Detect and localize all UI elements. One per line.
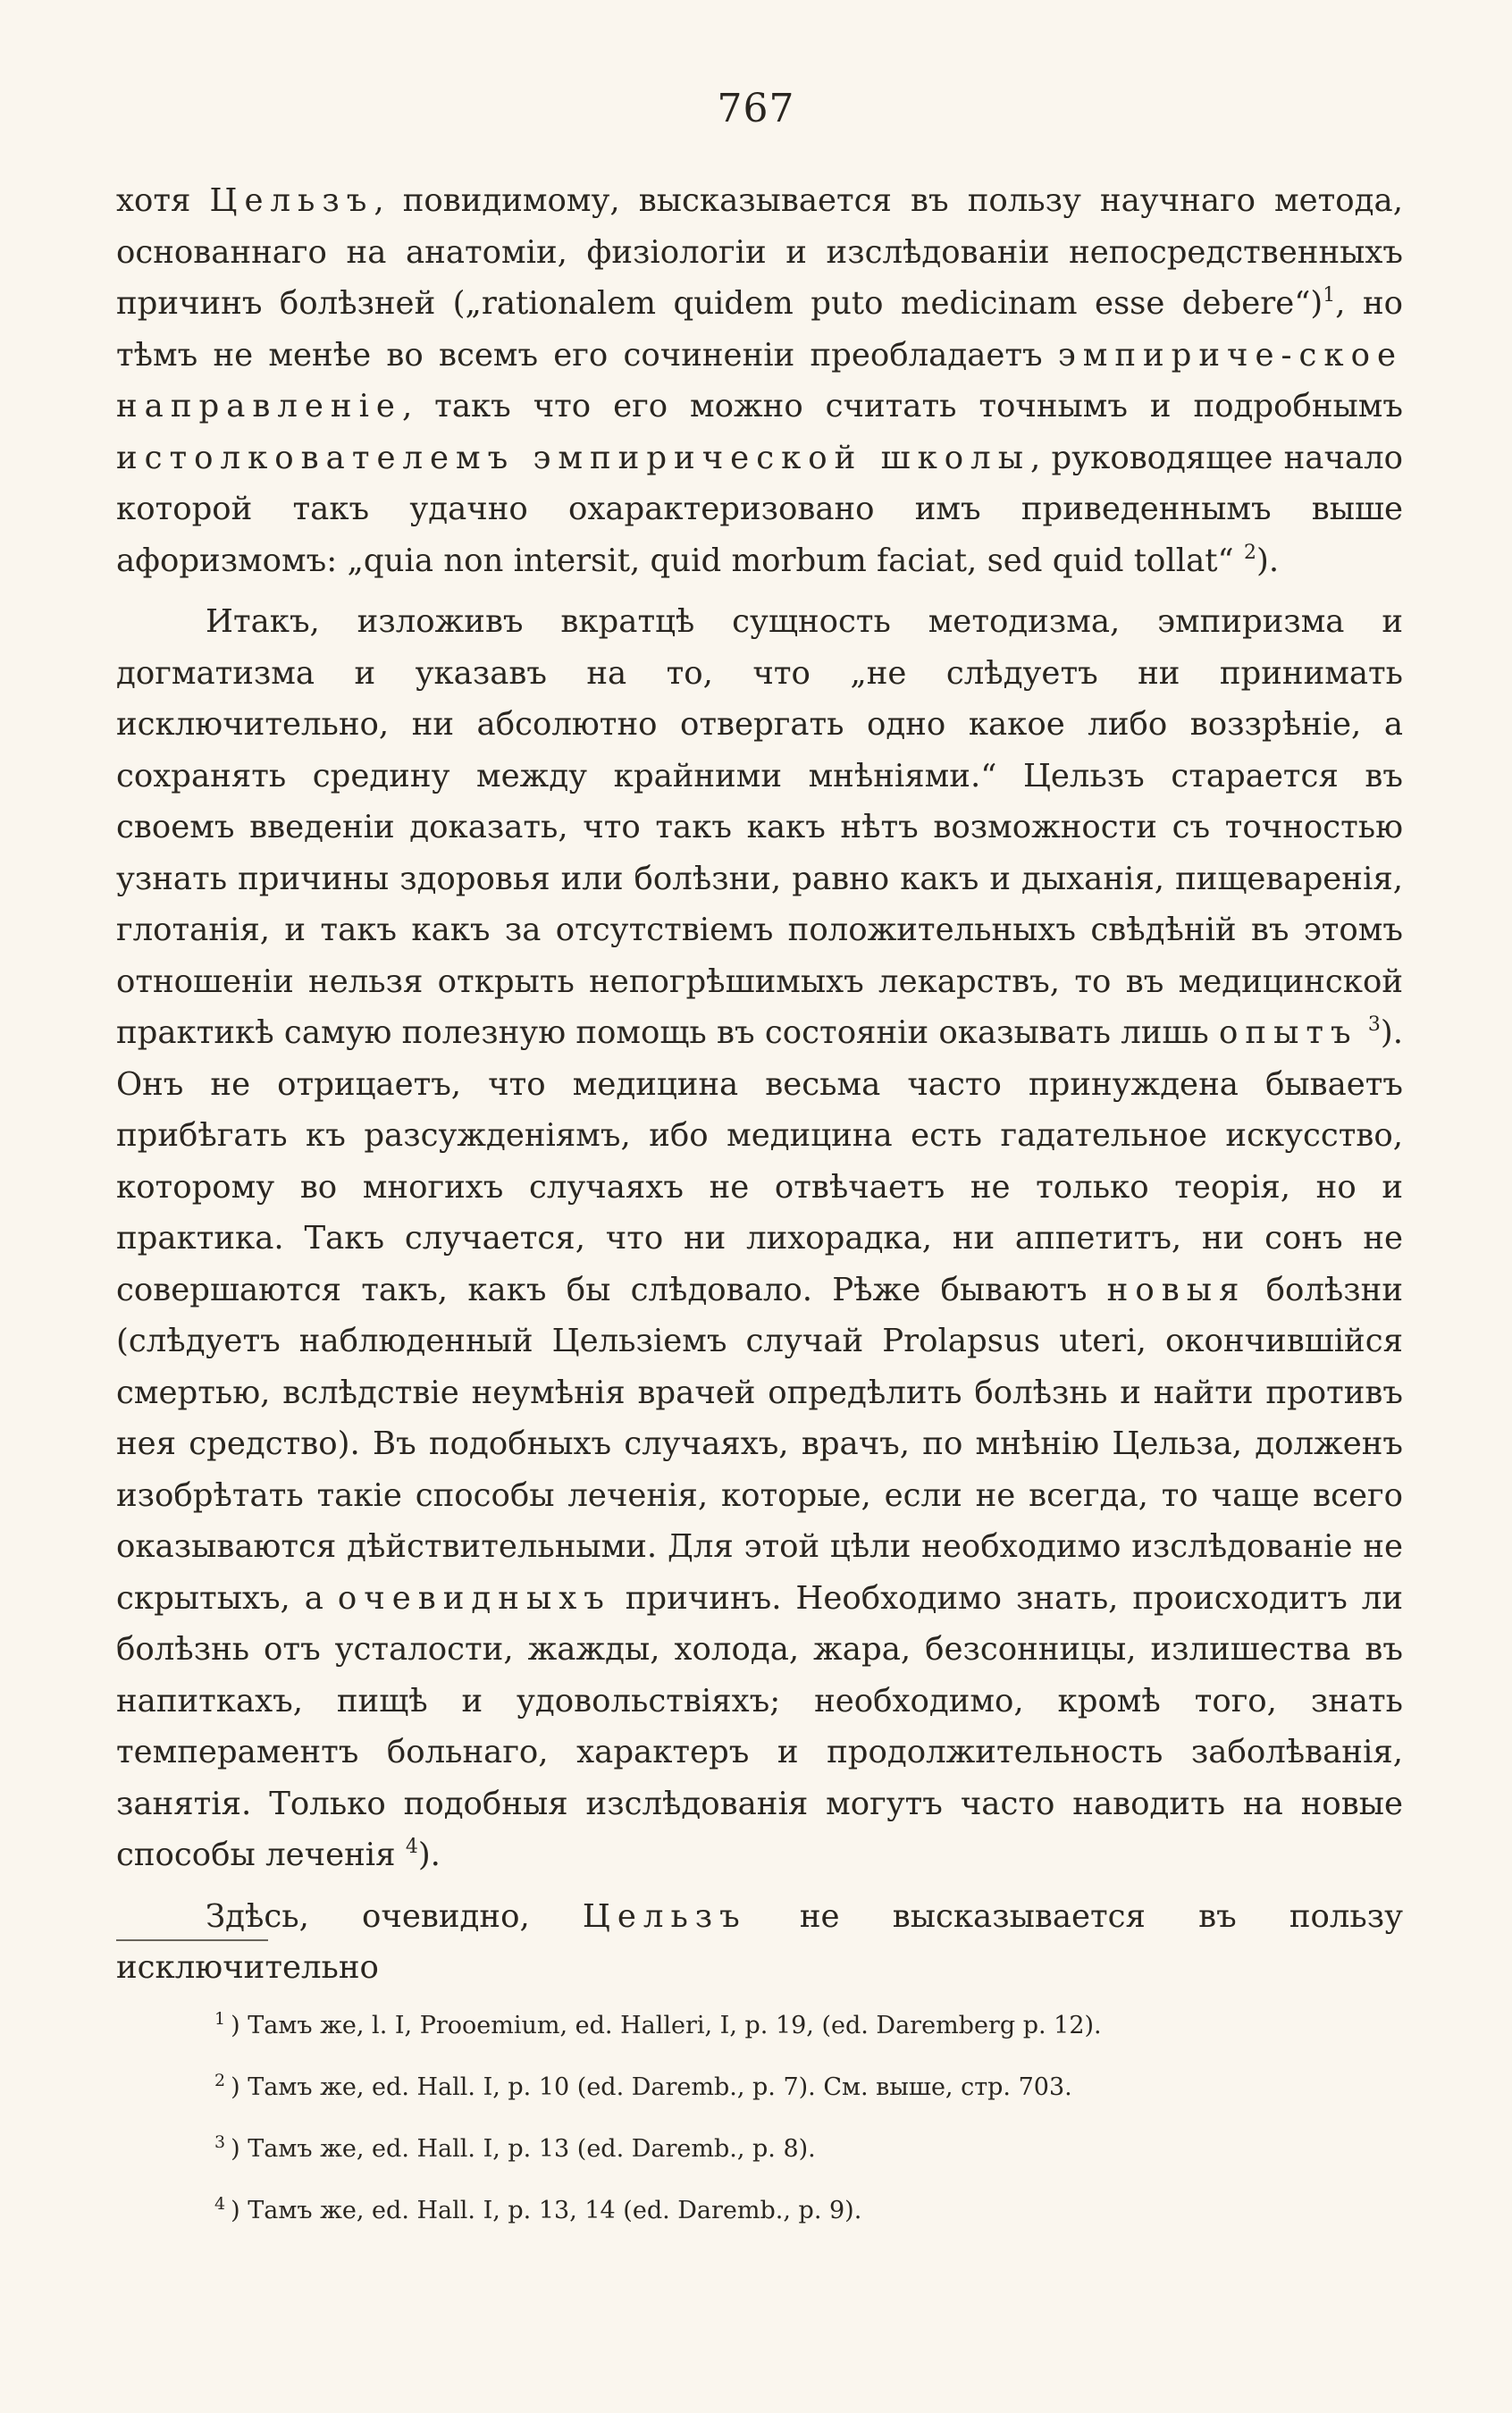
- text-run: ).: [417, 1837, 441, 1873]
- footnote-ref: 3: [1367, 1013, 1381, 1036]
- footnote-text: ) Тамъ же, l. I, Prooemium, ed. Halleri, I, p. 19, (ed. Daremberg p. 12).: [231, 2012, 1102, 2039]
- text-run: Здѣсь, очевидно,: [206, 1897, 583, 1935]
- main-text: [116, 175, 1403, 1994]
- footnote-text: ) Тамъ же, ed. Hall. I, p. 13 (ed. Daremb., p. 8).: [231, 2135, 816, 2163]
- footnote: [214, 2180, 1376, 2241]
- footnote-text: ) Тамъ же, ed. Hall. I, p. 13, 14 (ed. Daremb., p. 9).: [231, 2197, 862, 2224]
- emphasized-text: истолкователемъ эмпирической школы: [116, 439, 1030, 476]
- footnote-text: ) Тамъ же, ed. Hall. I, p. 10 (ed. Daremb., p. 7). См. выше, стр. 703.: [231, 2073, 1072, 2101]
- text-run: хотя: [116, 182, 210, 219]
- footnote-ref: 2: [1243, 541, 1256, 564]
- text-run: болѣзни (слѣдуетъ наблюденный Цельзіемъ случай Prolapsus uteri, окончившійся смертью, вслѣдствіе неумѣнія врачей опредѣлить болѣзнь и найти противъ нея средство). Въ подобныхъ случаяхъ, врачъ, по мнѣнію Цельза, долженъ изобрѣтать такіе способы леченія, которые, если не всегда, то чаще всего оказываются дѣйствительными. Для этой цѣли необходимо изслѣдованіе не скрытыхъ, а: [116, 1271, 1403, 1617]
- footnote-mark: 3: [214, 2132, 226, 2152]
- footnote-mark: 2: [214, 2071, 226, 2090]
- footnotes: [214, 1995, 1376, 2241]
- footnote: [214, 1995, 1376, 2056]
- text-run: [1358, 1014, 1368, 1051]
- emphasized-text: Цельзъ: [582, 1897, 747, 1935]
- footnote-mark: 4: [214, 2194, 226, 2214]
- text-run: ). Онъ не отрицаетъ, что медицина весьма часто принуждена бываетъ прибѣгать къ разсужденіямъ, ибо медицина есть гадательное искусство, которому во многихъ случаяхъ не отвѣчаетъ не только теорія, но и практика. Такъ случается, что ни лихорадка, ни аппетитъ, ни сонъ не совершаются такъ, какъ бы слѣдовало. Рѣже бываютъ: [116, 1014, 1403, 1308]
- paragraph: [116, 1891, 1403, 1994]
- text-run: не высказывается въ пользу исключительно: [116, 1897, 1404, 1986]
- emphasized-text: эмпириче-ское направленіе: [116, 336, 1403, 425]
- footnote: [214, 2056, 1376, 2118]
- footnote-ref: 1: [1323, 284, 1336, 307]
- emphasized-text: новыя: [1106, 1271, 1247, 1308]
- text-run: ).: [1256, 542, 1280, 579]
- emphasized-text: очевидныхъ: [337, 1579, 611, 1617]
- emphasized-text: опытъ: [1219, 1014, 1358, 1051]
- text-run: , такъ что его можно считать точнымъ и подробнымъ: [401, 388, 1403, 425]
- text-run: причинъ. Необходимо знать, происходитъ ли болѣзнь отъ усталости, жажды, холода, жара, безсонницы, излишества въ напиткахъ, пищѣ и удовольствіяхъ; необходимо, кромѣ того, знать темпераментъ больнаго, характеръ и продолжительность заболѣванія, занятія. Только подобныя изслѣдованія могутъ часто наводить на новые способы леченія: [116, 1579, 1403, 1873]
- footnote-mark: 1: [214, 2009, 226, 2029]
- footnote: [214, 2118, 1376, 2180]
- footnote-separator: [116, 1939, 268, 1941]
- page-number: 767: [717, 86, 795, 131]
- text-run: , руководящее начало которой такъ удачно охарактеризовано имъ приведеннымъ выше афоризмомъ: „quia non intersit, quid morbum faciat, sed quid tollat“: [116, 439, 1403, 579]
- text-run: , но тѣмъ не менѣе во всемъ его сочиненіи преобладаетъ: [116, 285, 1403, 374]
- emphasized-text: Цельзъ: [209, 182, 374, 219]
- text-run: , повидимому, высказывается въ пользу научнаго метода, основаннаго на анатоміи, физіологіи и изслѣдованіи непосредственныхъ причинъ болѣзней („rationalem quidem puto medicinam esse debere“): [116, 182, 1403, 322]
- footnote-ref: 4: [405, 1836, 418, 1858]
- paragraph: [116, 175, 1403, 586]
- paragraph: [116, 596, 1403, 1881]
- text-run: Итакъ, изложивъ вкратцѣ сущность методизма, эмпиризма и догматизма и указавъ на то, что „не слѣдуетъ ни принимать исключительно, ни абсолютно отвергать одно какое либо воззрѣніе, а сохранять средину между крайними мнѣніями.“ Цельзъ старается въ своемъ введеніи доказать, что такъ какъ нѣтъ возможности съ точностью узнать причины здоровья или болѣзни, равно какъ и дыханія, пищеваренія, глотанія, и такъ какъ за отсутствіемъ положительныхъ свѣдѣній въ этомъ отношеніи нельзя открыть непогрѣшимыхъ лекарствъ, то въ медицинской практикѣ самую полезную помощь въ состояніи оказывать лишь: [116, 603, 1403, 1051]
